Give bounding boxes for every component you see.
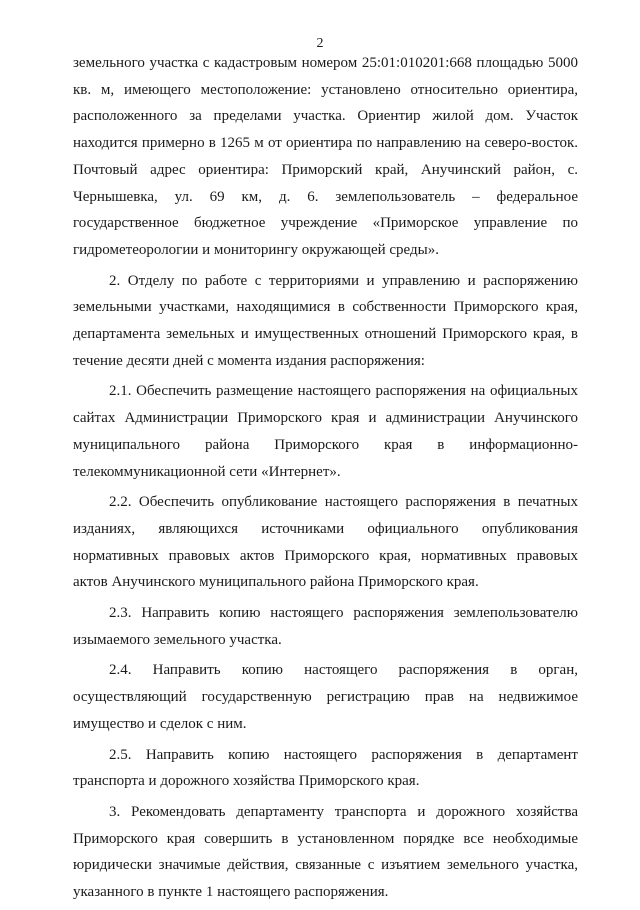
paragraph-item-3: 3. Рекомендовать департаменту транспорта и дорожного хозяйства Приморского края совершить в установленном порядке все необходимые юридически значимые действия, связанные с изъятием земельного участка, указанного в пункте 1 настоящего распоряжения. — [73, 803, 578, 901]
paragraph-item-2: 2. Отделу по работе с территориями и управлению и распоряжению земельными участками, находящимися в собственности Приморского края, департамента земельных и имущественных отношений Приморского края, в течение десяти дней с момента издания распоряжения: — [73, 272, 578, 369]
paragraph-continuation: земельного участка с кадастровым номером 25:01:010201:668 площадью 5000 кв. м, имеющего местоположение: установлено относительно ориентира, расположенного за пределами участка. Ориентир жилой дом. Участок находится примерно в 1265 м от ориентира по направлению на северо-восток. Почтовый адрес ориентира: Приморский край, Анучинский район, с. Чернышевка, ул. 69 км, д. 6. землепользователь – федеральное государственное бюджетное учреждение «Приморское управление по гидрометеорологии и мониторингу окружающей среды». — [73, 55, 578, 258]
page-number: 2 — [316, 36, 324, 51]
paragraph-item-2-4: 2.4. Направить копию настоящего распоряжения в орган, осуществляющий государственную регистрацию прав на недвижимое имущество и сделок с ним. — [73, 662, 578, 732]
paragraph-item-2-3: 2.3. Направить копию настоящего распоряжения землепользователю изымаемого земельного участка. — [73, 605, 578, 648]
paragraph-item-2-1: 2.1. Обеспечить размещение настоящего распоряжения на официальных сайтах Администрации Приморского края и администрации Анучинского муниципального района Приморского края в информационно-телекоммуникационной сети «Интернет». — [73, 383, 578, 480]
paragraph-item-2-5: 2.5. Направить копию настоящего распоряжения в департамент транспорта и дорожного хозяйства Приморского края. — [73, 746, 578, 790]
paragraph-item-2-2: 2.2. Обеспечить опубликование настоящего распоряжения в печатных изданиях, являющихся источниками официального опубликования нормативных правовых актов Приморского края, нормативных правовых актов Анучинского муниципального района Приморского края. — [73, 494, 578, 591]
document-body — [73, 50, 578, 910]
